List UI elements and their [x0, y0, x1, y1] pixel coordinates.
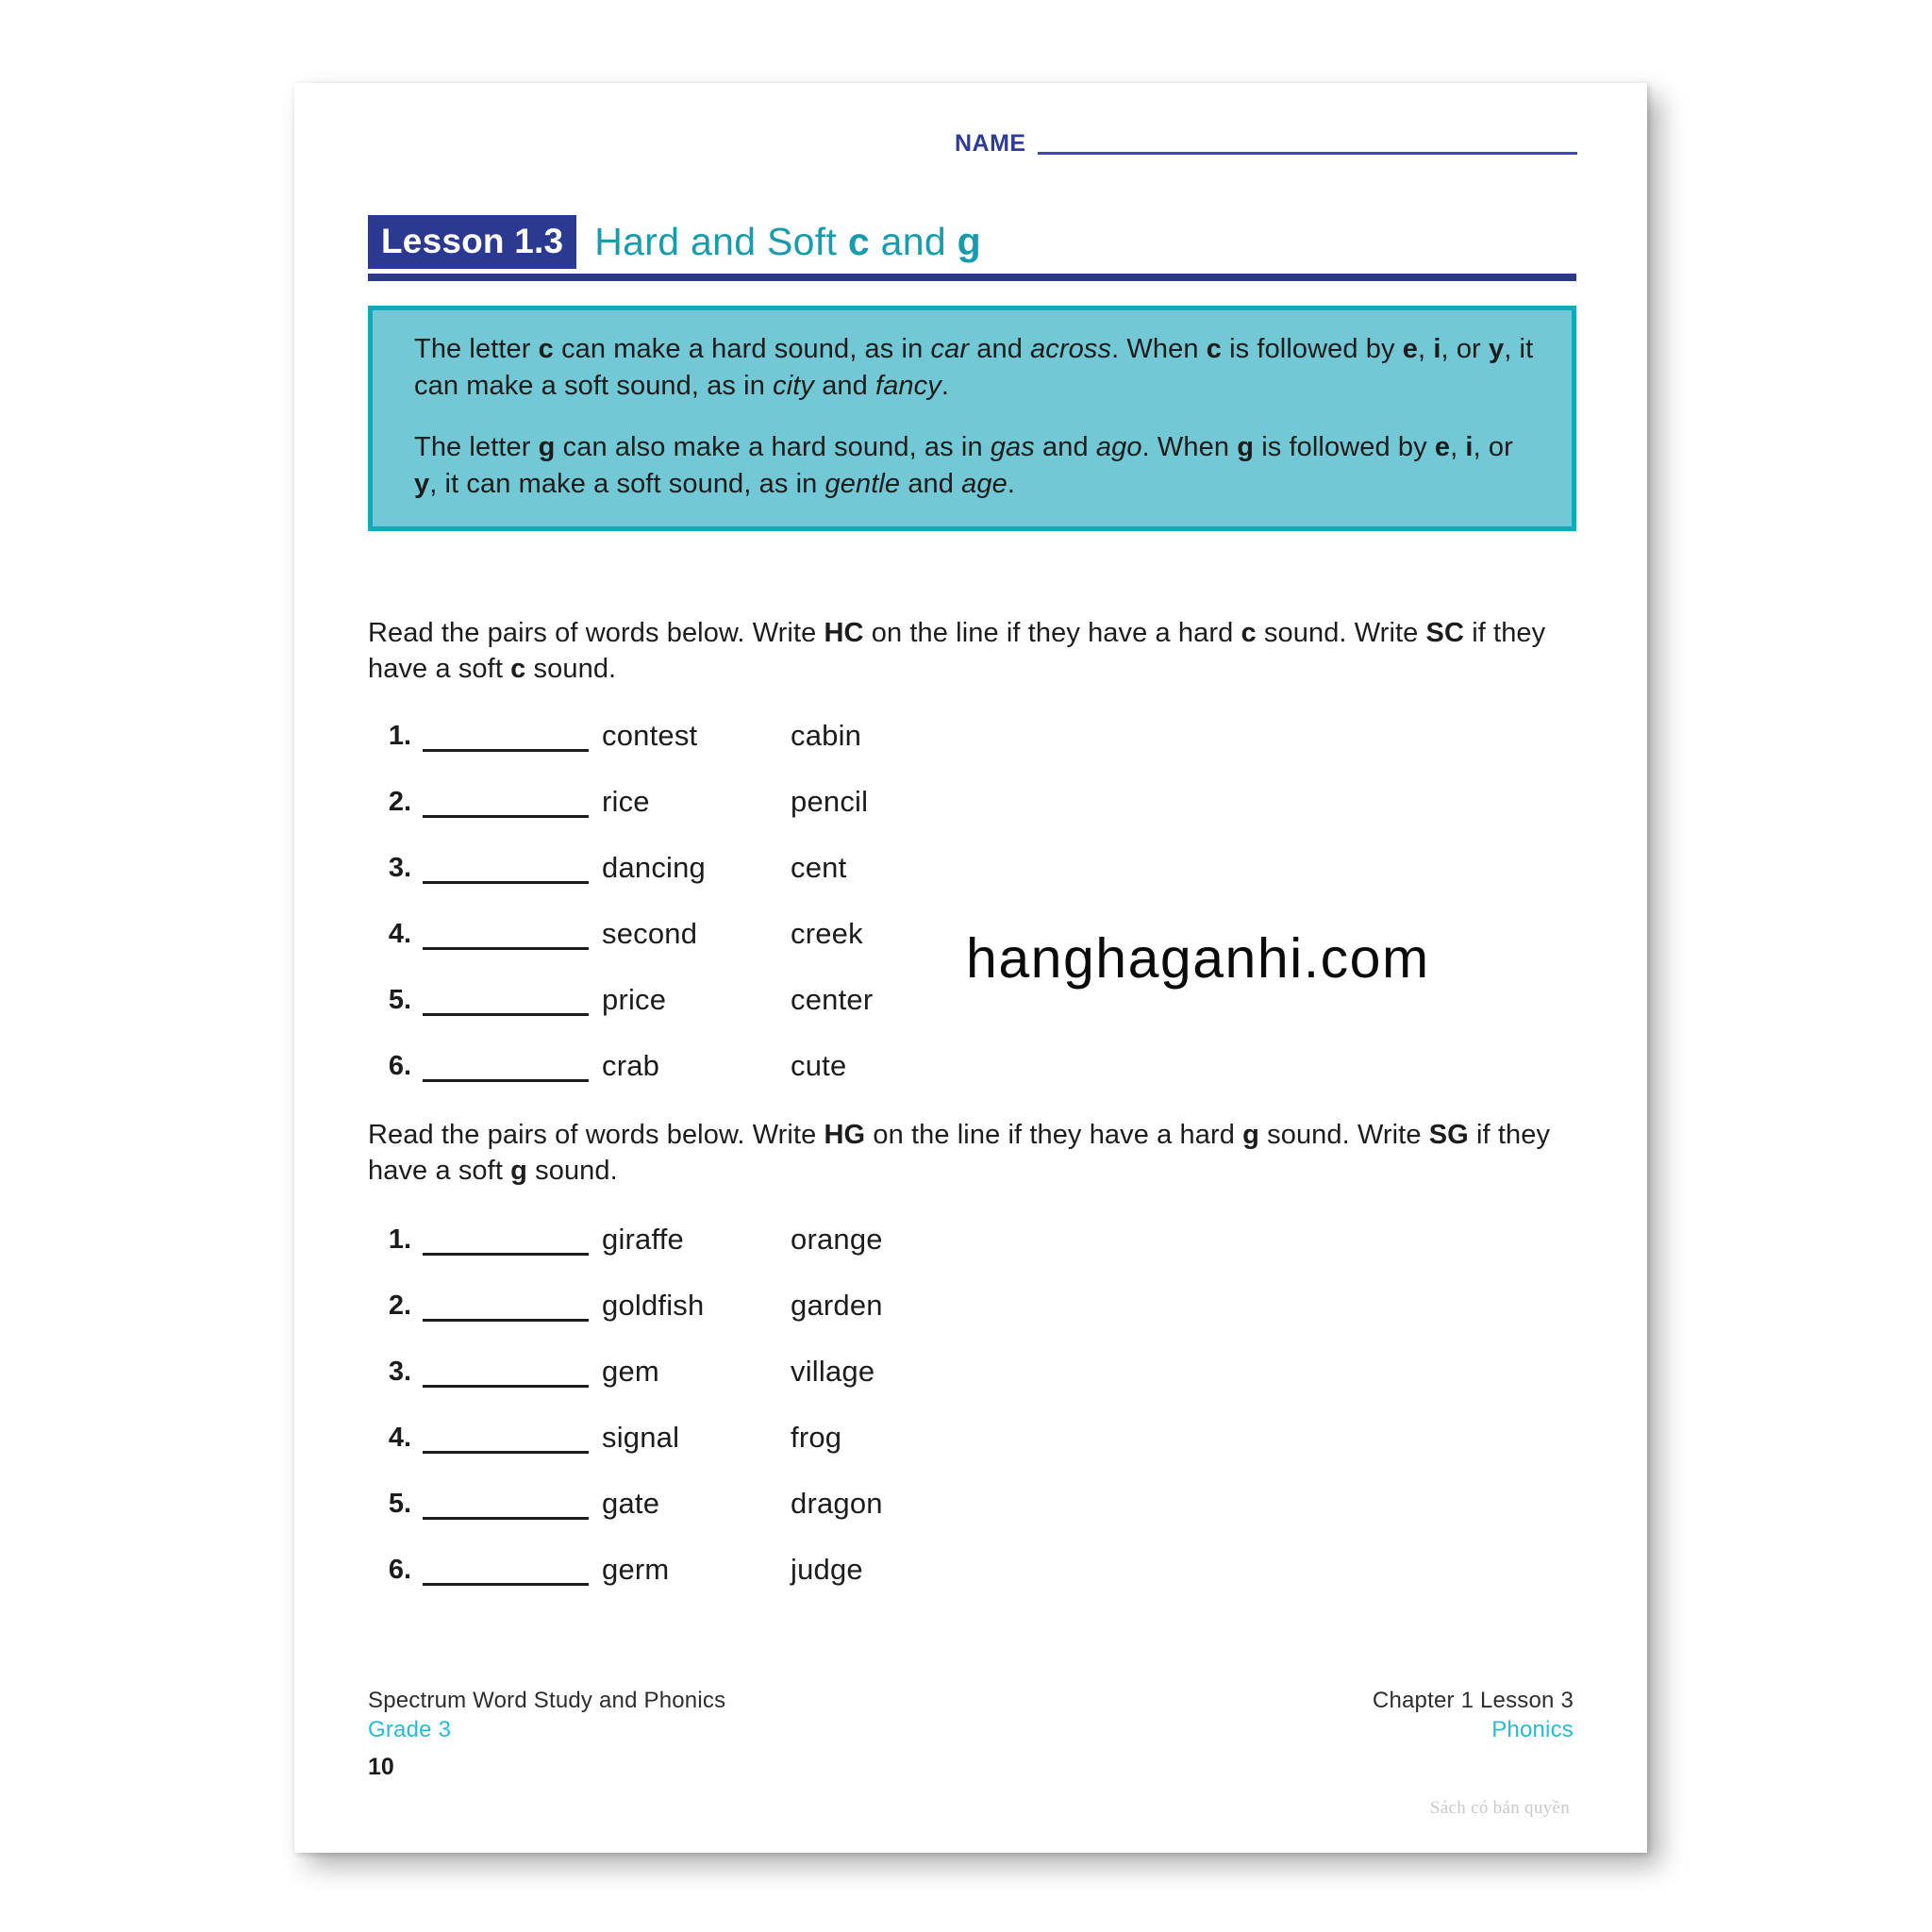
instr2-code-sg: SG [1428, 1120, 1469, 1150]
answer-blank-line[interactable] [423, 1451, 589, 1454]
word-pair-list-g [368, 1221, 1406, 1617]
lesson-title [594, 220, 982, 263]
page-number: 10 [368, 1754, 394, 1781]
word-first: rice [602, 785, 650, 818]
footer-right [1045, 1687, 1574, 1744]
row-number: 6. [388, 1051, 411, 1081]
info-p1-t6: , [1418, 334, 1434, 364]
worksheet-page [294, 83, 1647, 1853]
row-number: 3. [388, 853, 411, 883]
answer-blank-line[interactable] [423, 815, 589, 818]
word-second: village [791, 1355, 875, 1388]
instr2-letter-g2: g [510, 1155, 527, 1186]
answer-blank-line[interactable] [423, 1385, 589, 1388]
footer-chapter-lesson: Chapter 1 Lesson 3 [1372, 1688, 1574, 1713]
answer-blank-line[interactable] [423, 1583, 589, 1586]
row-number: 5. [388, 985, 411, 1015]
row-number: 2. [388, 1291, 411, 1321]
info-p2-t1: The letter [414, 432, 539, 463]
word-pair-row [368, 1221, 1406, 1287]
title-text-2: and [869, 220, 958, 263]
info-p1-b3: e [1402, 334, 1419, 364]
word-first: second [602, 917, 698, 950]
footer-subject: Phonics [1491, 1716, 1574, 1742]
row-number: 3. [388, 1357, 411, 1387]
info-p1-i1: car [930, 334, 970, 364]
info-p1-t7: , or [1441, 334, 1489, 364]
word-pair-row [368, 981, 1406, 1047]
word-pair-list-c [368, 717, 1406, 1113]
lesson-badge: Lesson 1.3 [368, 215, 576, 269]
row-number: 6. [388, 1555, 411, 1585]
row-number: 1. [388, 1224, 411, 1255]
info-p2-i2: ago [1095, 432, 1142, 463]
info-p1-i2: across [1030, 334, 1112, 364]
answer-blank-line[interactable] [423, 1079, 589, 1082]
footer-left [368, 1687, 953, 1781]
instr2-t1: Read the pairs of words below. Write [368, 1120, 824, 1150]
info-p2-t8: , it can make a soft sound, as in [429, 468, 825, 499]
word-first: gem [602, 1355, 659, 1388]
name-write-line[interactable] [1038, 152, 1577, 155]
row-number: 1. [388, 721, 411, 751]
info-p2-i1: gas [990, 432, 1035, 463]
instr1-code-sc: SC [1425, 618, 1465, 648]
word-second: pencil [791, 785, 869, 818]
answer-blank-line[interactable] [423, 947, 589, 950]
word-first: signal [602, 1421, 680, 1454]
word-pair-row [368, 717, 1406, 783]
word-second: garden [791, 1289, 883, 1322]
word-first: germ [602, 1553, 670, 1586]
word-first: giraffe [602, 1223, 684, 1256]
info-p2-b2: g [1237, 432, 1255, 463]
info-p2-t3: and [1034, 432, 1096, 463]
word-first: goldfish [602, 1289, 705, 1322]
answer-blank-line[interactable] [423, 1319, 589, 1322]
word-pair-row [368, 1419, 1406, 1485]
word-pair-row [368, 1353, 1406, 1419]
site-watermark: hanghaganhi.com [966, 927, 1430, 990]
footer-book-title: Spectrum Word Study and Phonics [368, 1688, 726, 1713]
row-number: 4. [388, 919, 411, 949]
instr2-t2: on the line if they have a hard [865, 1120, 1243, 1150]
word-first: dancing [602, 851, 706, 884]
info-p1-t3: and [969, 334, 1031, 364]
name-field-row[interactable] [955, 132, 1577, 158]
info-p2-b5: y [414, 468, 430, 499]
info-p2-b3: e [1434, 432, 1451, 463]
info-p1-t2: can make a hard sound, as in [553, 334, 931, 364]
info-p2-i3: gentle [824, 468, 901, 499]
info-p2-t10: . [1007, 468, 1016, 499]
info-p1-b1: c [538, 334, 554, 364]
word-second: orange [791, 1223, 883, 1256]
instr1-t2: on the line if they have a hard [863, 618, 1241, 648]
answer-blank-line[interactable] [423, 881, 589, 884]
name-label: NAME [955, 130, 1026, 157]
instr2-t5: sound. [526, 1155, 618, 1186]
info-p1-b5: y [1488, 334, 1505, 364]
answer-blank-line[interactable] [423, 749, 589, 752]
info-paragraph-g [414, 429, 1540, 502]
word-second: creek [791, 917, 863, 950]
footer-grade: Grade 3 [368, 1716, 452, 1742]
info-p2-b1: g [538, 432, 556, 463]
instr2-t3: sound. Write [1258, 1120, 1429, 1150]
info-p1-i3: city [773, 370, 815, 401]
word-second: cabin [791, 719, 862, 752]
worksheet-content [294, 83, 1647, 1853]
title-divider-rule [368, 274, 1576, 281]
word-first: crab [602, 1049, 660, 1082]
row-number: 4. [388, 1423, 411, 1453]
info-paragraph-c [414, 331, 1540, 404]
word-pair-row [368, 849, 1406, 915]
word-first: gate [602, 1487, 660, 1520]
info-p2-t5: is followed by [1254, 432, 1435, 463]
instr1-code-hc: HC [824, 618, 864, 648]
word-pair-row [368, 783, 1406, 849]
instr2-letter-g1: g [1242, 1120, 1259, 1150]
info-p1-t9: and [814, 370, 876, 401]
info-p1-t1: The letter [414, 334, 539, 364]
word-second: cent [791, 851, 847, 884]
word-second: cute [791, 1049, 847, 1082]
word-second: dragon [791, 1487, 883, 1520]
copyright-note: Sách có bản quyền [1429, 1798, 1570, 1818]
word-first: contest [602, 719, 698, 752]
info-p1-t10: . [941, 370, 950, 401]
word-first: price [602, 983, 667, 1016]
info-p1-b4: i [1433, 334, 1441, 364]
instr1-letter-c1: c [1241, 618, 1257, 648]
instr1-t1: Read the pairs of words below. Write [368, 618, 824, 648]
instr2-t4: if they have a soft [368, 1120, 1551, 1186]
word-second: judge [791, 1553, 863, 1586]
instr1-t5: sound. [525, 653, 617, 684]
info-p1-t8: , it can make a soft sound, as in [414, 334, 1534, 401]
word-pair-row [368, 1287, 1406, 1353]
info-p1-b2: c [1206, 334, 1222, 364]
info-p2-b4: i [1465, 432, 1474, 463]
answer-blank-line[interactable] [423, 1517, 589, 1520]
word-second: center [791, 983, 874, 1016]
word-pair-row [368, 1551, 1406, 1617]
instr1-t3: sound. Write [1256, 618, 1426, 648]
instruction-hard-soft-c [368, 616, 1585, 687]
answer-blank-line[interactable] [423, 1013, 589, 1016]
info-p1-t4: . When [1111, 334, 1207, 364]
info-p2-t2: can also make a hard sound, as in [555, 432, 991, 463]
answer-blank-line[interactable] [423, 1253, 589, 1256]
instruction-hard-soft-g [368, 1118, 1585, 1189]
instr1-letter-c2: c [510, 653, 526, 684]
info-p1-t5: is followed by [1221, 334, 1403, 364]
row-number: 2. [388, 787, 411, 817]
info-p2-t9: and [900, 468, 962, 499]
info-p2-i4: age [961, 468, 1008, 499]
word-pair-row [368, 1485, 1406, 1551]
word-pair-row [368, 1047, 1406, 1113]
instr1-t4: if they have a soft [368, 618, 1546, 684]
lesson-header [368, 215, 1575, 269]
info-p2-t6: , [1450, 432, 1466, 463]
word-second: frog [791, 1421, 842, 1454]
info-p2-t7: , or [1473, 432, 1513, 463]
title-letter-g: g [957, 220, 982, 263]
info-p1-i4: fancy [875, 370, 941, 401]
instr2-code-hg: HG [824, 1120, 866, 1150]
title-text-1: Hard and Soft [594, 220, 848, 263]
info-p2-t4: . When [1141, 432, 1238, 463]
rule-info-box [368, 306, 1576, 531]
title-letter-c: c [847, 220, 870, 263]
row-number: 5. [388, 1489, 411, 1519]
